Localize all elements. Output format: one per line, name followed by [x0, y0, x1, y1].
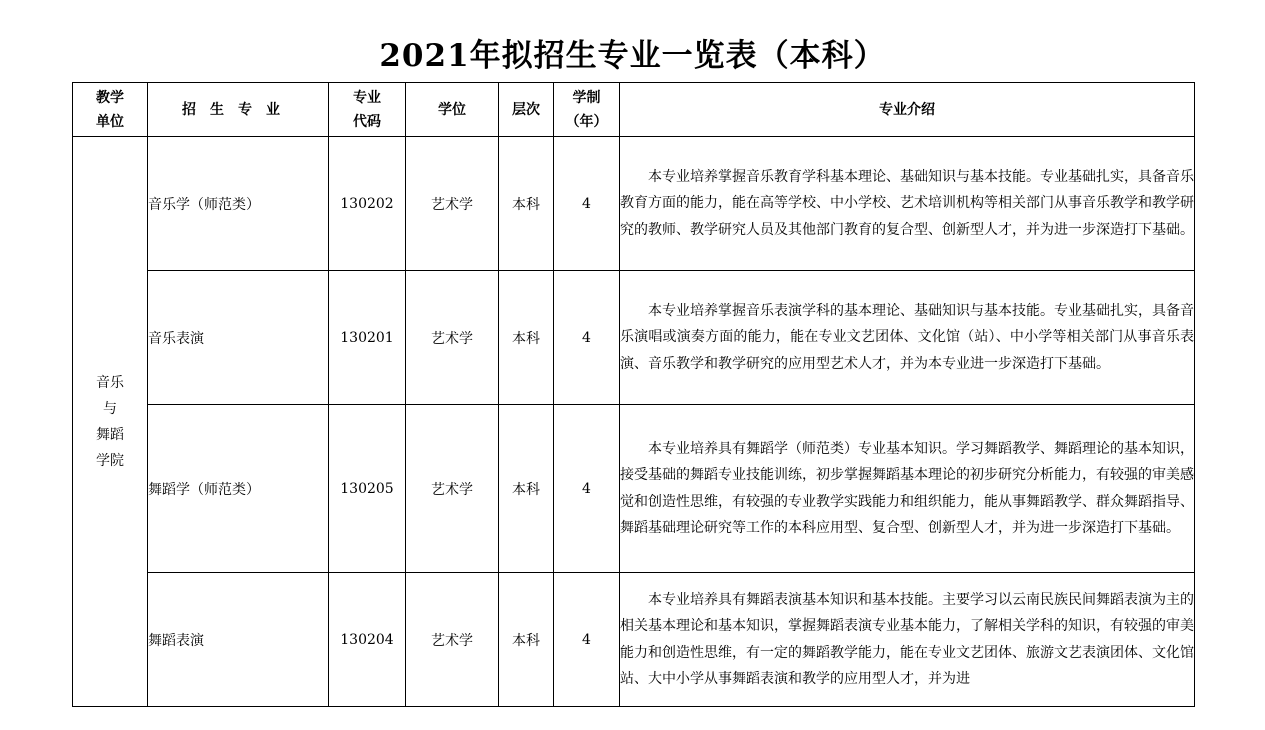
header-code: 专业 代码	[329, 83, 406, 137]
major-code: 130204	[329, 573, 406, 707]
major-intro: 本专业培养掌握音乐教育学科基本理论、基础知识与基本技能。专业基础扎实，具备音乐教育方面的能力，能在高等学校、中小学校、艺术培训机构等相关部门从事音乐教学和教学研究的教师、教学研究人员及其他部门教育的复合型、创新型人才，并为进一步深造打下基础。	[620, 137, 1195, 271]
major-intro: 本专业培养掌握音乐表演学科的基本理论、基础知识与基本技能。专业基础扎实，具备音乐演唱或演奏方面的能力，能在专业文艺团体、文化馆（站）、中小学等相关部门从事音乐表演、音乐教学和教学研究的应用型艺术人才，并为本专业进一步深造打下基础。	[620, 271, 1195, 405]
duration: 4	[554, 573, 620, 707]
header-unit: 教学 单位	[73, 83, 148, 137]
major-name: 音乐学（师范类）	[148, 137, 329, 271]
table-row	[73, 137, 1195, 271]
major-code: 130202	[329, 137, 406, 271]
header-major: 招生专业	[148, 83, 329, 137]
table-row	[73, 405, 1195, 573]
header-duration: 学制 （年）	[554, 83, 620, 137]
duration: 4	[554, 271, 620, 405]
degree: 艺术学	[406, 405, 499, 573]
duration: 4	[554, 405, 620, 573]
major-name: 舞蹈学（师范类）	[148, 405, 329, 573]
level: 本科	[499, 137, 554, 271]
major-intro: 本专业培养具有舞蹈学（师范类）专业基本知识。学习舞蹈教学、舞蹈理论的基本知识，接受基础的舞蹈专业技能训练，初步掌握舞蹈基本理论的初步研究分析能力，有较强的审美感觉和创造性思维，有较强的专业教学实践能力和组织能力，能从事舞蹈教学、群众舞蹈指导、舞蹈基础理论研究等工作的本科应用型、复合型、创新型人才，并为进一步深造打下基础。	[620, 405, 1195, 573]
major-code: 130201	[329, 271, 406, 405]
page-title: 2021年拟招生专业一览表（本科）	[379, 38, 886, 74]
header-level: 层次	[499, 83, 554, 137]
major-intro: 本专业培养具有舞蹈表演基本知识和基本技能。主要学习以云南民族民间舞蹈表演为主的相关基本理论和基本知识，掌握舞蹈表演专业基本能力，了解相关学科的知识，有较强的审美能力和创造性思维，有一定的舞蹈教学能力，能在专业文艺团体、旅游文艺表演团体、文化馆站、大中小学从事舞蹈表演和教学的应用型人才，并为进	[620, 573, 1195, 707]
level: 本科	[499, 271, 554, 405]
major-name: 音乐表演	[148, 271, 329, 405]
degree: 艺术学	[406, 573, 499, 707]
level: 本科	[499, 573, 554, 707]
major-code: 130205	[329, 405, 406, 573]
level: 本科	[499, 405, 554, 573]
degree: 艺术学	[406, 271, 499, 405]
major-name: 舞蹈表演	[148, 573, 329, 707]
table-row	[73, 271, 1195, 405]
teaching-unit-cell: 音乐 与 舞蹈 学院	[73, 137, 148, 707]
duration: 4	[554, 137, 620, 271]
majors-table	[72, 82, 1195, 707]
header-degree: 学位	[406, 83, 499, 137]
degree: 艺术学	[406, 137, 499, 271]
header-intro: 专业介绍	[620, 83, 1195, 137]
table-row	[73, 573, 1195, 707]
table-header-row	[73, 83, 1195, 137]
